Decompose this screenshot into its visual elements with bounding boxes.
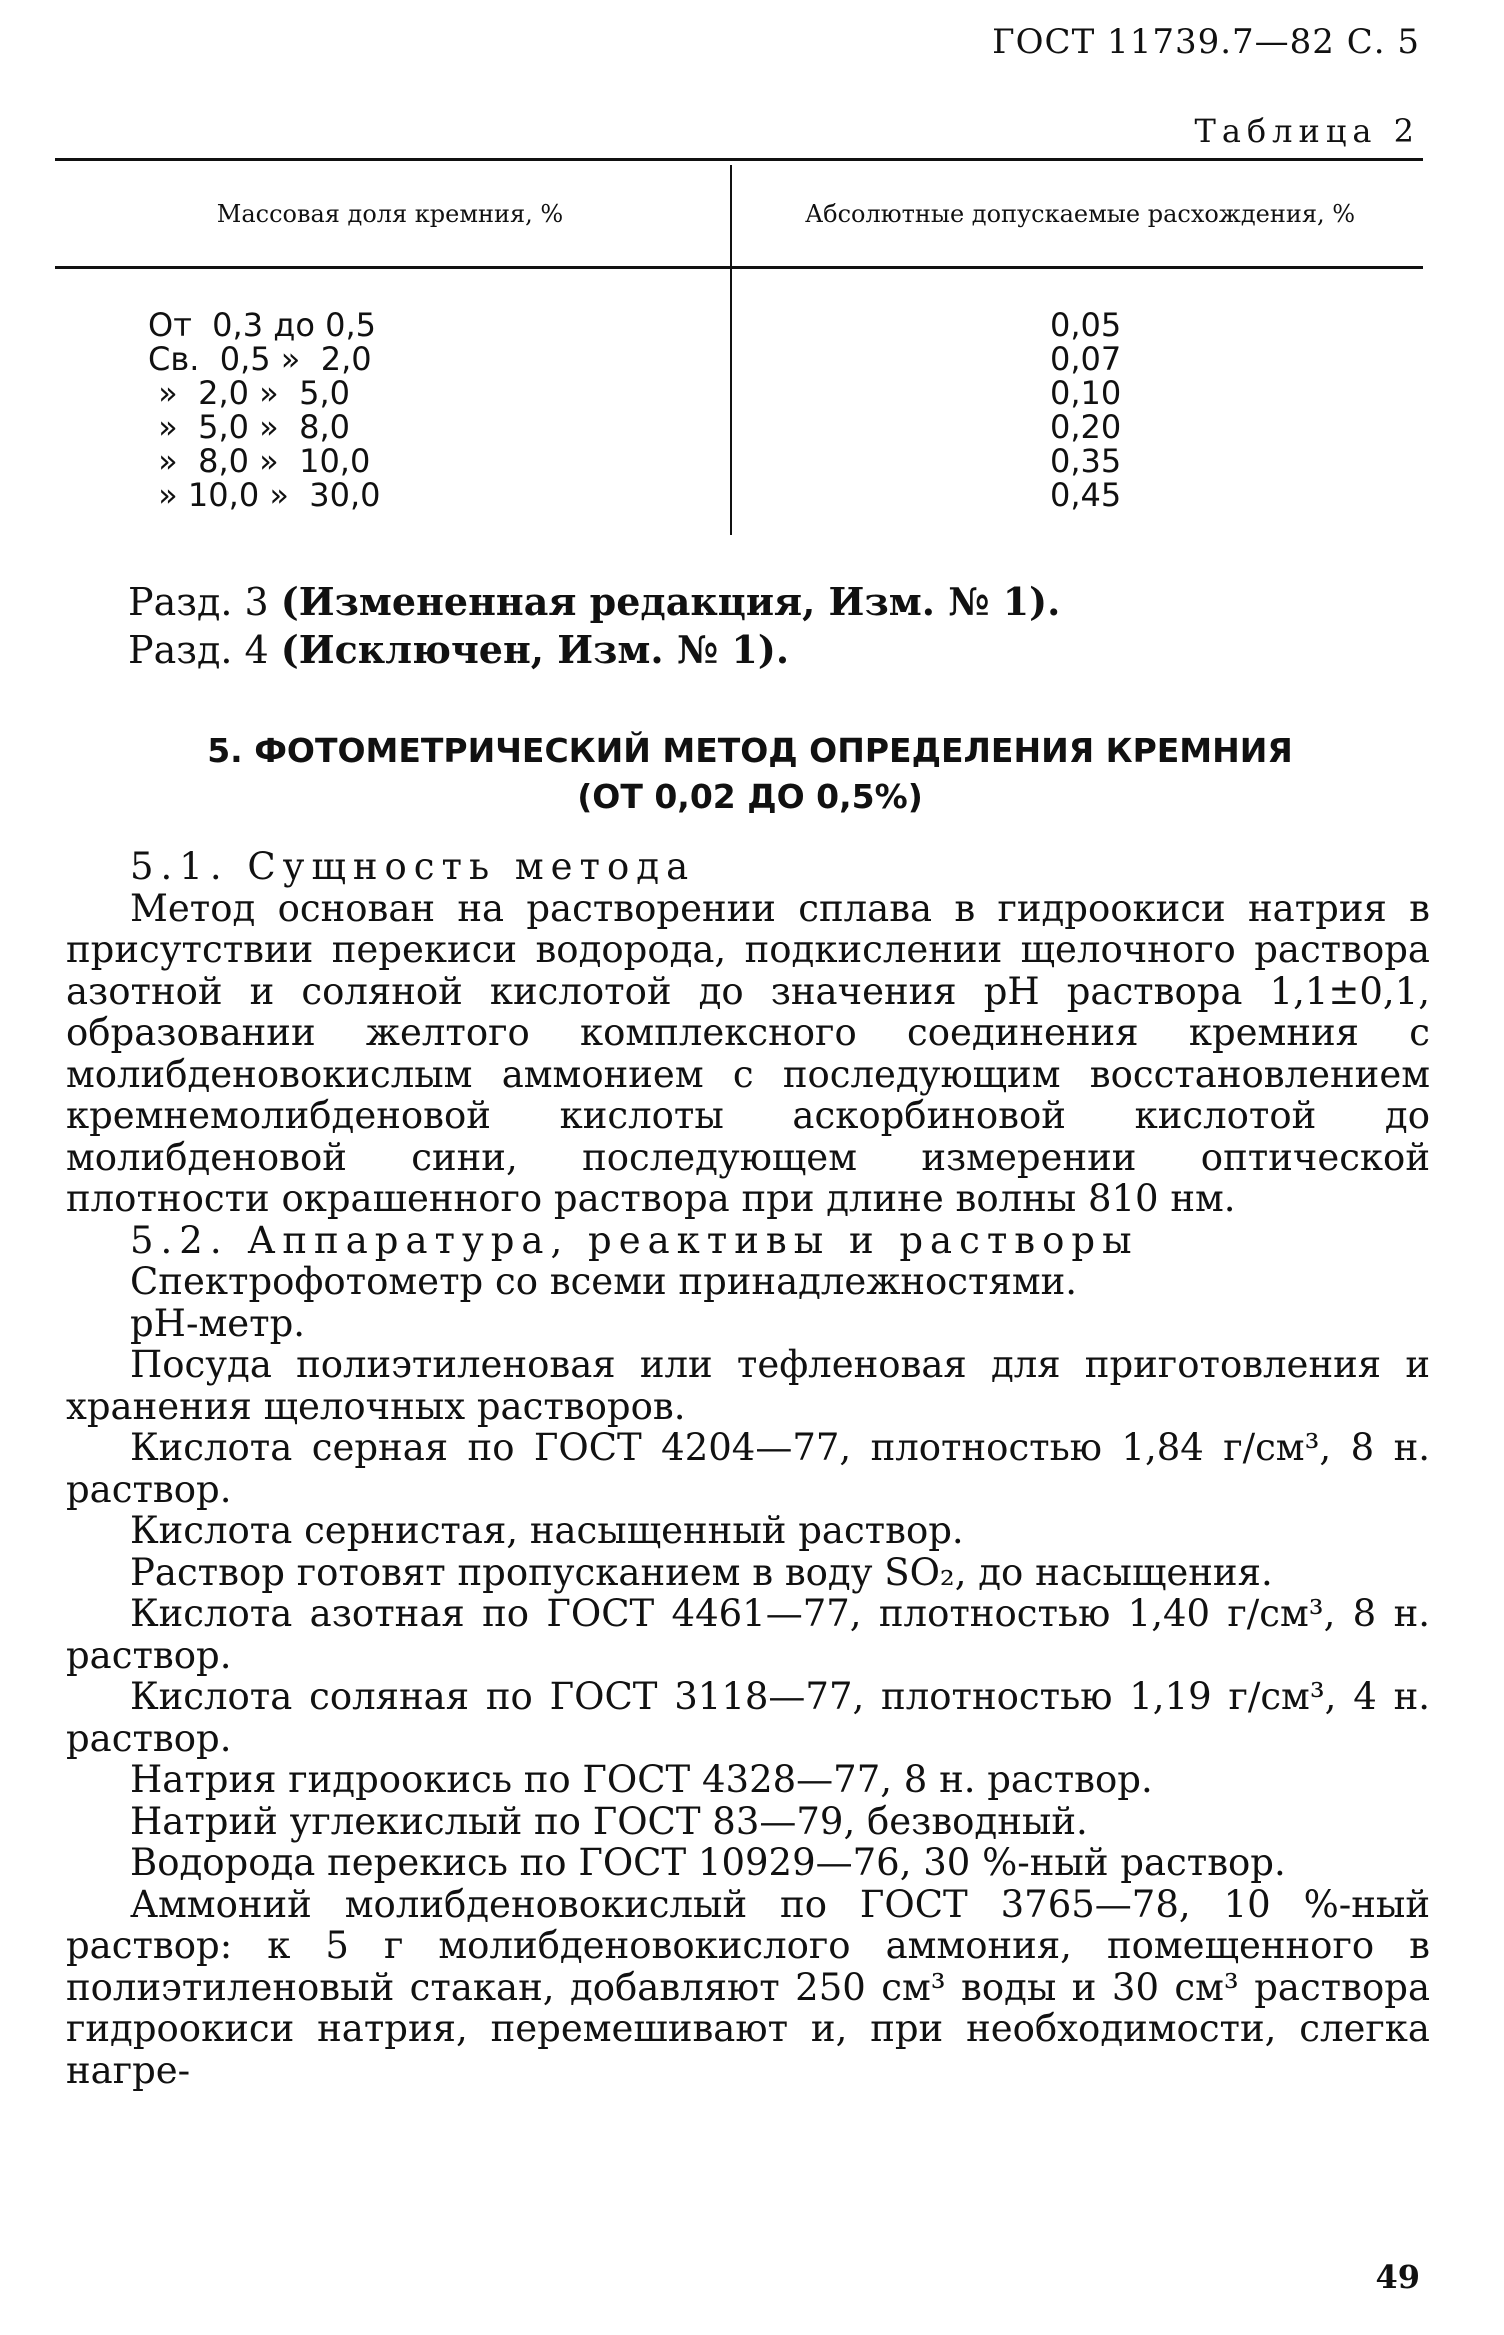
paragraph: Аммоний молибденовокислый по ГОСТ 3765—78, 10 %-ный раствор: к 5 г молибденовокислого аммония, помещенного в полиэтиленовый стакан, добавляют 250 см³ воды и 30 см³ раствора гидроокиси натрия, перемешивают и, при необходимости, слегка нагре- (66, 1882, 1430, 2092)
paragraph: Метод основан на растворении сплава в гидроокиси натрия в присутствии перекиси водорода, подкислении щелочного раствора азотной и соляной кислотой до значения pH раствора 1,1±0,1, образовании желтого комплексного соединения кремния с молибденовокислым аммонием с последующим восстановлением кремнемолибденовой кислоты аскорбиновой кислотой до молибденовой сини, последующем измерении оптической плотности окрашенного раствора при длине волны 810 нм. (66, 886, 1430, 1220)
table-cell: 0,05 (1050, 306, 1122, 344)
paragraph: Натрий углекислый по ГОСТ 83—79, безводный. (130, 1799, 1088, 1843)
table-cell: » 2,0 » 5,0 (148, 374, 350, 412)
paragraph: Натрия гидроокись по ГОСТ 4328—77, 8 н. раствор. (130, 1758, 1153, 1801)
paragraph: Кислота серная по ГОСТ 4204—77, плотностью 1,84 г/см³, 8 н. раствор. (66, 1426, 1430, 1511)
table-cell: 0,10 (1050, 374, 1122, 412)
section-title-range: (ОТ 0,02 ДО 0,5%) (577, 777, 923, 816)
page-number: 49 (1375, 2258, 1420, 2296)
section-title (60, 728, 1440, 820)
paragraph: Раствор готовят пропусканием в воду SO₂, до насыщения. (130, 1550, 1273, 1594)
paragraph: Спектрофотометр со всеми принадлежностями. (130, 1260, 1078, 1303)
amendment-notes (128, 578, 1428, 674)
table-column-mass-fraction (148, 308, 688, 512)
table-cell: Св. 0,5 » 2,0 (148, 340, 372, 378)
table-cell: 0,35 (1050, 442, 1122, 480)
table-cell: » 5,0 » 8,0 (148, 408, 350, 446)
section-body (66, 846, 1430, 2091)
table-top-rule (55, 158, 1423, 161)
table-cell: 0,07 (1050, 340, 1122, 378)
note-section-3 (128, 578, 1428, 626)
page-header: ГОСТ 11739.7—82 С. 5 (992, 22, 1420, 62)
paragraph: Кислота соляная по ГОСТ 3118—77, плотностью 1,19 г/см³, 4 н. раствор. (66, 1675, 1430, 1760)
table-cell: » 10,0 » 30,0 (148, 476, 381, 514)
table-column-divider (730, 165, 732, 535)
table-header-rule (55, 266, 1423, 269)
note-prefix: Разд. 3 (128, 580, 281, 624)
paragraph: Кислота сернистая, насыщенный раствор. (130, 1509, 964, 1552)
table-column-tolerance (1050, 308, 1250, 512)
paragraph: Посуда полиэтиленовая или тефленовая для приготовления и хранения щелочных растворов. (66, 1343, 1430, 1428)
note-text: (Измененная редакция, Изм. № 1). (280, 579, 1061, 624)
subsection-heading: 5.1. Сущность метода (130, 845, 696, 888)
table-header-tolerance: Абсолютные допускаемые расхождения, % (804, 200, 1356, 228)
table-cell: 0,20 (1050, 408, 1122, 446)
table-caption: Таблица 2 (1194, 112, 1420, 150)
paragraph: pH-метр. (130, 1301, 306, 1345)
note-prefix: Разд. 4 (128, 628, 281, 672)
section-title-line: 5. ФОТОМЕТРИЧЕСКИЙ МЕТОД ОПРЕДЕЛЕНИЯ КРЕМНИЯ (207, 731, 1293, 770)
table-cell: 0,45 (1050, 476, 1122, 514)
paragraph: Кислота азотная по ГОСТ 4461—77, плотностью 1,40 г/см³, 8 н. раствор. (66, 1592, 1430, 1677)
note-text: (Исключен, Изм. № 1). (280, 627, 790, 672)
table-header-mass-fraction: Массовая доля кремния, % (216, 200, 564, 228)
subsection-heading: 5.2. Аппаратура, реактивы и растворы (130, 1218, 1139, 1262)
paragraph: Водорода перекись по ГОСТ 10929—76, 30 %-ный раствор. (130, 1841, 1286, 1884)
note-section-4 (128, 626, 1428, 674)
table-cell: » 8,0 » 10,0 (148, 442, 371, 480)
table-cell: От 0,3 до 0,5 (148, 306, 376, 344)
